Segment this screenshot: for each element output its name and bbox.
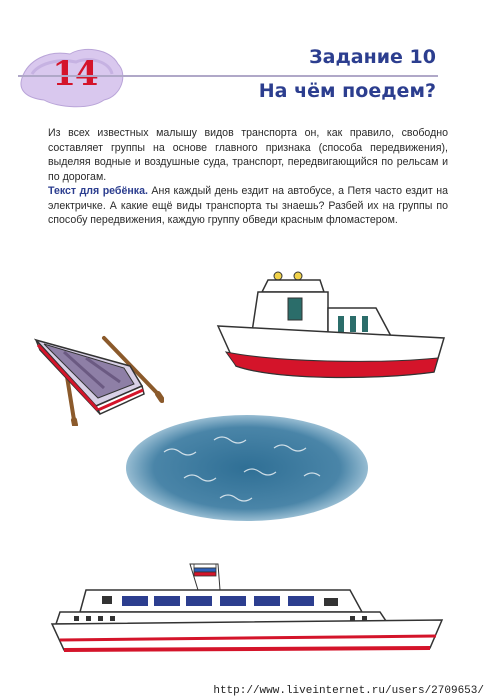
- source-url[interactable]: http://www.liveinternet.ru/users/2709653/: [213, 685, 484, 697]
- ship-illustration: [50, 560, 446, 664]
- child-text-body: Аня каждый день ездит на автобусе, а Петя часто ездит на электричке. А какие ещё виды транспорта ты знаешь? Разбей их на группы по способу передвижения, каждую группу обведи красным фломастером.: [48, 185, 448, 226]
- intro-paragraph: Из всех известных малышу видов транспорта он, как правило, свободно составляет группы на основе главного признака (способа передвижения), выделяя водные и воздушные суда, транспорт, передвигающийся по рельсам и по дорогам.: [48, 127, 448, 183]
- task-label: Задание 10: [309, 46, 436, 68]
- water-illustration: [124, 412, 370, 524]
- child-text-label: Текст для ребёнка.: [48, 185, 148, 197]
- page-number: 14: [52, 54, 98, 94]
- header-rule: [18, 75, 438, 77]
- motorboat-illustration: [216, 268, 448, 386]
- task-title: На чём поедем?: [258, 80, 436, 102]
- child-text-paragraph: [48, 184, 448, 228]
